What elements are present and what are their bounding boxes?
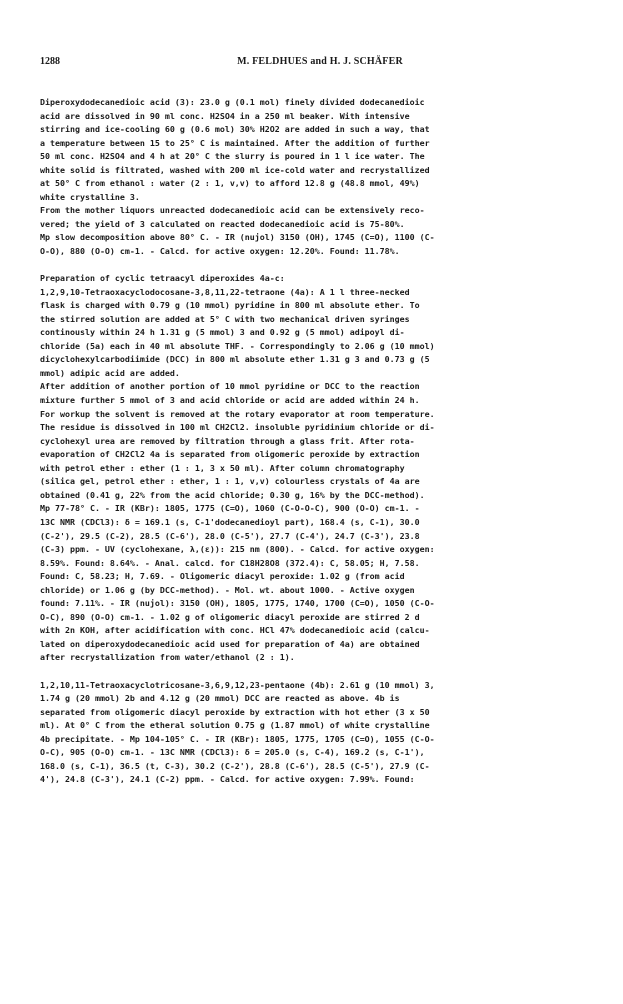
- text-line: vered; the yield of 3 calculated on reacted dodecanedioic acid is 75-80%.: [40, 218, 405, 229]
- text-line: After addition of another portion of 10 mmol pyridine or DCC to the reaction: [40, 381, 420, 392]
- text-line: acid are dissolved in 90 ml conc. H2SO4 in a 250 ml beaker. With intensive: [40, 110, 410, 121]
- text-line: 50 ml conc. H2SO4 and 4 h at 20° C the slurry is poured in 1 l ice water. The: [40, 151, 425, 162]
- text-line: 1,2,9,10-Tetraoxacyclodocosane-3,8,11,22-tetraone (4a): A 1 l three-necked: [40, 286, 410, 297]
- text-line: after recrystallization from water/ethanol (2 : 1).: [40, 652, 295, 663]
- text-line: found: 7.11%. - IR (nujol): 3150 (OH), 1805, 1775, 1740, 1700 (C=O), 1050 (C-O-: [40, 598, 435, 609]
- text-line: Found: C, 58.23; H, 7.69. - Oligomeric diacyl peroxide: 1.02 g (from acid: [40, 571, 405, 582]
- text-line: Mp 77-78° C. - IR (KBr): 1805, 1775 (C=O), 1060 (C-O-O-C), 900 (O-O) cm-1. -: [40, 503, 420, 514]
- text-line: 4'), 24.8 (C-3'), 24.1 (C-2) ppm. - Calcd. for active oxygen: 7.99%. Found:: [40, 774, 415, 785]
- paragraph-gap: [40, 665, 608, 679]
- text-line: Diperoxydodecanedioic acid (3): 23.0 g (0.1 mol) finely divided dodecanedioic: [40, 97, 425, 107]
- text-line: O-O), 880 (O-O) cm-1. - Calcd. for active oxygen: 12.20%. Found: 11.78%.: [40, 246, 400, 257]
- text-line: 1,2,10,11-Tetraoxacyclotricosane-3,6,9,12,23-pentaone (4b): 2.61 g (10 mmol) 3,: [40, 679, 435, 690]
- text-line: (silica gel, petrol ether : ether, 1 : 1, v,v) colourless crystals of 4a are: [40, 476, 420, 487]
- text-line: a temperature between 15 to 25° C is maintained. After the addition of further: [40, 137, 430, 148]
- text-line: O-C), 905 (O-O) cm-1. - 13C NMR (CDCl3): δ = 205.0 (s, C-4), 169.2 (s, C-1'),: [40, 747, 425, 758]
- text-line: For workup the solvent is removed at the rotary evaporator at room temperature.: [40, 408, 435, 419]
- page-number: 1288: [40, 56, 60, 67]
- page-header: [40, 56, 600, 70]
- text-line: the stirred solution are added at 5° C with two mechanical driven syringes: [40, 313, 410, 324]
- text-line: cyclohexyl urea are removed by filtration through a glass frit. After rota-: [40, 435, 415, 446]
- text-line: 8.59%. Found: 8.64%. - Anal. calcd. for C18H28O8 (372.4): C, 58.05; H, 7.58.: [40, 557, 420, 568]
- section-heading: Preparation of cyclic tetraacyl diperoxides 4a-c:: [40, 273, 285, 284]
- text-line: continously within 24 h 1.31 g (5 mmol) 3 and 0.92 g (5 mmol) adipoyl di-: [40, 327, 405, 338]
- text-line: stirring and ice-cooling 60 g (0.6 mol) 30% H2O2 are added in such a way, that: [40, 124, 430, 135]
- text-line: (C-3) ppm. - UV (cyclohexane, λ,(ε)): 215 nm (800). - Calcd. for active oxygen:: [40, 544, 435, 555]
- text-line: with 2n KOH, after acidification with conc. HCl 47% dodecanedioic acid (calcu-: [40, 625, 430, 636]
- text-line: lated on diperoxydodecanedioic acid used for preparation of 4a) are obtained: [40, 638, 420, 649]
- text-line: white solid is filtrated, washed with 200 ml ice-cold water and recrystallized: [40, 164, 430, 175]
- paragraph-cyclic-diperoxides: [40, 272, 608, 665]
- paragraph-gap: [40, 259, 608, 273]
- running-head-authors: M. FELDHUES and H. J. SCHÄFER: [237, 56, 403, 67]
- text-line: The residue is dissolved in 100 ml CH2Cl2. insoluble pyridinium chloride or di-: [40, 422, 435, 433]
- text-line: ml). At 0° C from the etheral solution 0.75 g (1.87 mmol) of white crystalline: [40, 720, 430, 731]
- paragraph-diperoxydodecanedioic-acid: [40, 96, 608, 259]
- text-line: 168.0 (s, C-1), 36.5 (t, C-3), 30.2 (C-2'), 28.8 (C-6'), 28.5 (C-5'), 27.9 (C-: [40, 760, 430, 771]
- text-line: From the mother liquors unreacted dodecanedioic acid can be extensively reco-: [40, 205, 425, 216]
- text-line: obtained (0.41 g, 22% from the acid chloride; 0.30 g, 16% by the DCC-method).: [40, 489, 425, 500]
- text-line: dicyclohexylcarbodiimide (DCC) in 800 ml absolute ether 1.31 g 3 and 0.73 g (5: [40, 354, 430, 365]
- text-line: 1.74 g (20 mmol) 2b and 4.12 g (20 mmol) DCC are reacted as above. 4b is: [40, 693, 400, 704]
- text-line: mixture further 5 mmol of 3 and acid chloride or acid are added within 24 h.: [40, 395, 420, 406]
- text-line: 13C NMR (CDCl3): δ = 169.1 (s, C-1'dodecanedioyl part), 168.4 (s, C-1), 30.0: [40, 516, 420, 527]
- text-line: separated from oligomeric diacyl peroxide by extraction with hot ether (3 x 50: [40, 706, 430, 717]
- text-line: O-C), 890 (O-O) cm-1. - 1.02 g of oligomeric diacyl peroxide are stirred 2 d: [40, 611, 420, 622]
- text-line: chloride (5a) each in 40 ml absolute THF. - Correspondingly to 2.06 g (10 mmol): [40, 340, 435, 351]
- text-line: 4b precipitate. - Mp 104-105° C. - IR (KBr): 1805, 1775, 1705 (C=O), 1055 (C-O-: [40, 733, 435, 744]
- text-line: chloride) or 1.06 g (by DCC-method). - Mol. wt. about 1000. - Active oxygen: [40, 584, 415, 595]
- paragraph-pentaone-4b: [40, 679, 608, 787]
- text-line: white crystalline 3.: [40, 191, 140, 202]
- text-line: flask is charged with 0.79 g (10 mmol) pyridine in 800 ml absolute ether. To: [40, 300, 420, 311]
- text-line: mmol) adipic acid are added.: [40, 367, 180, 378]
- text-line: Mp slow decomposition above 80° C. - IR (nujol) 3150 (OH), 1745 (C=O), 1100 (C-: [40, 232, 435, 243]
- article-body: [40, 96, 608, 787]
- text-line: (C-2'), 29.5 (C-2), 28.5 (C-6'), 28.0 (C-5'), 27.7 (C-4'), 24.7 (C-3'), 23.8: [40, 530, 420, 541]
- text-line: at 50° C from ethanol : water (2 : 1, v,v) to afford 12.8 g (48.8 mmol, 49%): [40, 178, 420, 189]
- text-line: evaporation of CH2Cl2 4a is separated from oligomeric peroxide by extraction: [40, 449, 420, 460]
- text-line: with petrol ether : ether (1 : 1, 3 x 50 ml). After column chromatography: [40, 462, 405, 473]
